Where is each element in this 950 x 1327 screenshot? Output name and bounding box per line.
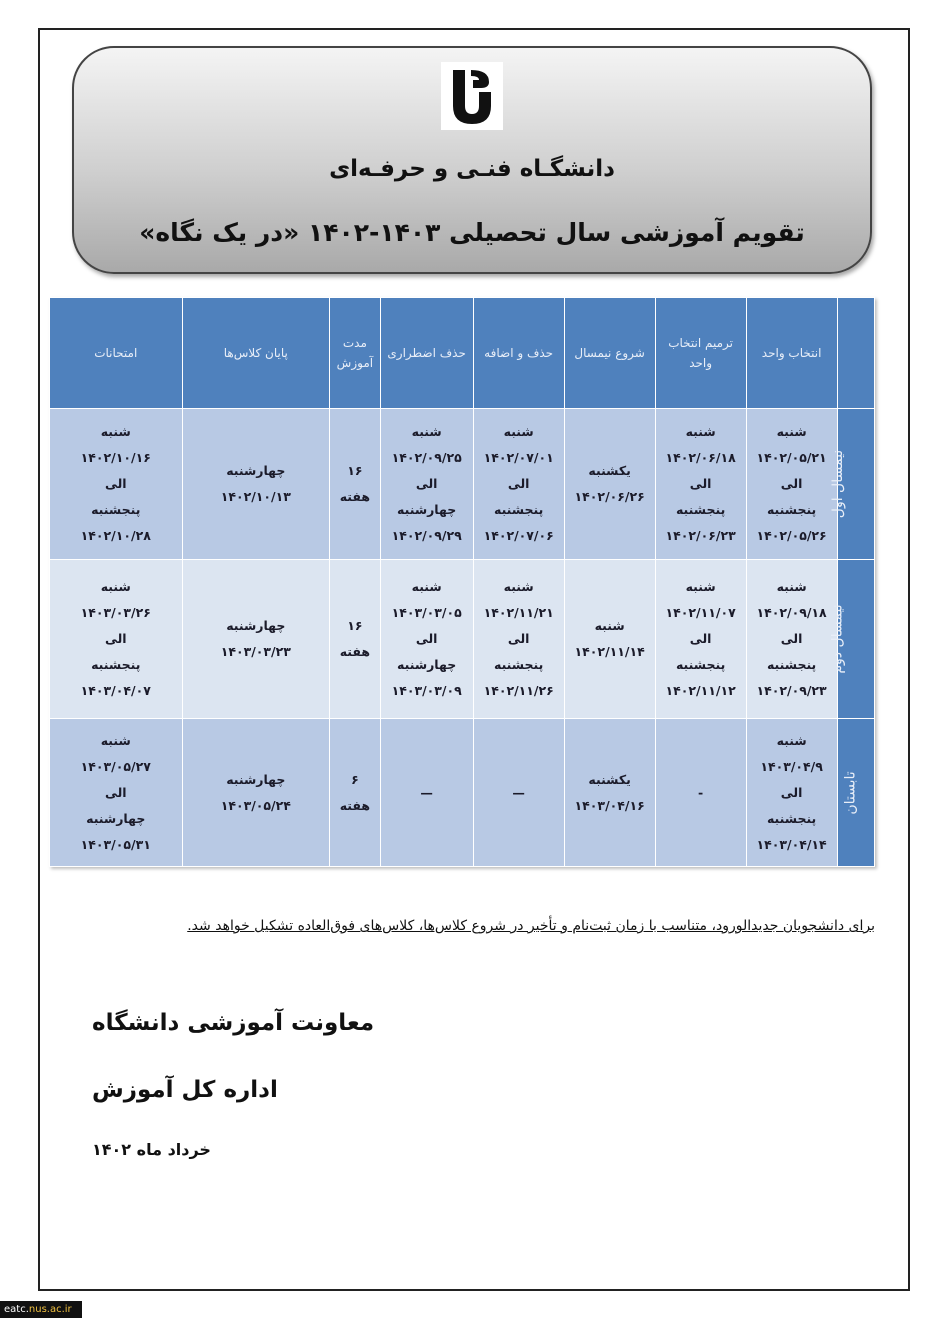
semester-label bbox=[837, 719, 874, 867]
cell-line: ۱۴۰۲/۰۹/۲۳ bbox=[756, 683, 827, 698]
cell-line: الی bbox=[689, 631, 712, 646]
table-cell bbox=[473, 560, 564, 719]
table-cell bbox=[655, 409, 746, 560]
column-header: شروع نیمسال bbox=[564, 298, 655, 409]
cell-line: هفته bbox=[339, 797, 371, 813]
calendar-title: تقویم آموزشی سال تحصیلی ۱۴۰۳-۱۴۰۲ «در یک نگاه» bbox=[139, 218, 805, 247]
cell-line: ۱۴۰۳/۰۴/۹ bbox=[760, 758, 823, 774]
cell-line: شنبه bbox=[685, 579, 716, 594]
cell-line: پنجشنبه bbox=[91, 657, 141, 672]
cell-line: — bbox=[420, 784, 433, 800]
semester-label bbox=[829, 409, 874, 560]
table-cell bbox=[473, 409, 564, 560]
table-header-row bbox=[50, 298, 875, 409]
cell-line: پنجشنبه bbox=[766, 657, 817, 672]
cell-line: چهارشنبه bbox=[397, 657, 457, 672]
table-cell bbox=[330, 719, 381, 867]
table-cell bbox=[50, 409, 183, 560]
cell-line: ۱۴۰۳/۰۵/۲۴ bbox=[220, 797, 291, 813]
cell-line: ۱۴۰۲/۱۱/۲۶ bbox=[483, 683, 554, 698]
cell-line: ۱۴۰۲/۱۱/۰۷ bbox=[665, 605, 736, 620]
table-cell bbox=[50, 560, 183, 719]
table-cell bbox=[330, 409, 381, 560]
column-header: انتخاب واحد bbox=[746, 298, 837, 409]
table-cell bbox=[182, 719, 330, 867]
table-cell bbox=[564, 719, 655, 867]
cell-line: شنبه bbox=[100, 579, 131, 594]
university-logo bbox=[441, 62, 503, 130]
cell-line: ۱۴۰۳/۰۴/۰۷ bbox=[80, 683, 151, 698]
cell-line: الی bbox=[780, 476, 803, 491]
cell-line: — bbox=[512, 784, 525, 800]
table-cell bbox=[746, 719, 837, 867]
semester-label bbox=[829, 560, 874, 719]
cell-line: ۱۴۰۳/۰۳/۲۳ bbox=[220, 644, 291, 659]
cell-line: ۱۴۰۲/۱۰/۲۸ bbox=[80, 528, 151, 543]
cell-line: شنبه bbox=[100, 732, 131, 748]
cell-line: پنجشنبه bbox=[493, 502, 544, 517]
cell-line: یکشنبه bbox=[588, 771, 631, 787]
cell-line: الی bbox=[507, 476, 530, 491]
table-cell bbox=[655, 719, 746, 867]
signature-date: خرداد ماه ۱۴۰۲ bbox=[92, 1140, 211, 1159]
cell-line: ۱۴۰۲/۰۷/۰۶ bbox=[483, 528, 554, 543]
cell-line: پنجشنبه bbox=[675, 657, 726, 672]
cell-line: شنبه bbox=[503, 424, 534, 439]
table-cell bbox=[330, 560, 381, 719]
cell-line: شنبه bbox=[594, 618, 625, 633]
table-cell bbox=[380, 719, 473, 867]
cell-line: ۱۴۰۲/۰۵/۲۱ bbox=[756, 450, 827, 465]
cell-line: پنجشنبه bbox=[91, 502, 141, 517]
table-cell bbox=[564, 409, 655, 560]
cell-line: شنبه bbox=[776, 579, 807, 594]
new-students-note: برای دانشجویان جدیدالورود، متناسب با زمان ثبت‌نام و تأخیر در شروع کلاس‌ها، کلاس‌های فوق‌العاده تشکیل خواهد شد. bbox=[187, 918, 875, 934]
signature-office: اداره کل آموزش bbox=[92, 1077, 278, 1103]
cell-line: ۱۴۰۳/۰۴/۱۶ bbox=[574, 797, 645, 813]
cell-line: ۱۴۰۲/۱۰/۱۳ bbox=[220, 489, 291, 504]
cell-line: شنبه bbox=[100, 424, 131, 439]
column-header: امتحانات bbox=[50, 298, 183, 409]
cell-line: شنبه bbox=[503, 579, 534, 594]
cell-line: الی bbox=[104, 784, 127, 800]
cell-line: یکشنبه bbox=[588, 463, 631, 478]
cell-line: پنجشنبه bbox=[493, 657, 544, 672]
cell-line: هفته bbox=[339, 644, 371, 659]
site-watermark bbox=[0, 1301, 82, 1318]
cell-line: الی bbox=[104, 476, 127, 491]
table-cell bbox=[564, 560, 655, 719]
table-cell bbox=[50, 719, 183, 867]
cell-line: ۱۴۰۳/۰۳/۲۶ bbox=[80, 605, 151, 620]
column-header: حذف اضطراری bbox=[380, 298, 473, 409]
cell-line: ۱۴۰۲/۰۹/۲۹ bbox=[391, 528, 462, 543]
watermark-domain: nus.ac.ir bbox=[28, 1304, 72, 1315]
cell-line: ۱۶ bbox=[347, 463, 363, 478]
cell-line: ۱۴۰۲/۰۷/۰۱ bbox=[483, 450, 554, 465]
cell-line: ۱۴۰۲/۰۹/۲۵ bbox=[391, 450, 462, 465]
header-corner bbox=[837, 298, 874, 409]
cell-line: ۱۴۰۲/۰۶/۲۶ bbox=[574, 489, 645, 504]
cell-line: پنجشنبه bbox=[675, 502, 726, 517]
table-cell bbox=[380, 409, 473, 560]
cell-line: الی bbox=[780, 784, 803, 800]
cell-line: چهارشنبه bbox=[86, 810, 146, 826]
cell-line: ۱۴۰۲/۱۱/۱۴ bbox=[574, 644, 645, 659]
cell-line: چهارشنبه bbox=[397, 502, 457, 517]
cell-line: ۱۴۰۲/۱۱/۲۱ bbox=[483, 605, 554, 620]
cell-line: ۱۴۰۳/۰۳/۰۵ bbox=[391, 605, 462, 620]
cell-line: ۱۴۰۳/۰۴/۱۴ bbox=[756, 836, 827, 852]
column-header: ترمیم انتخاب واحد bbox=[655, 298, 746, 409]
cell-line: الی bbox=[780, 631, 803, 646]
cell-line: ۱۴۰۳/۰۵/۲۷ bbox=[80, 758, 151, 774]
column-header: حذف و اضافه bbox=[473, 298, 564, 409]
table-row bbox=[50, 409, 875, 560]
table-cell bbox=[655, 560, 746, 719]
column-header: پایان کلاس‌ها bbox=[182, 298, 330, 409]
cell-line: ۱۴۰۲/۰۵/۲۶ bbox=[756, 528, 827, 543]
table-row bbox=[50, 560, 875, 719]
cell-line: شنبه bbox=[685, 424, 716, 439]
cell-line: ۱۴۰۳/۰۵/۳۱ bbox=[80, 836, 151, 852]
cell-line: شنبه bbox=[776, 732, 807, 748]
cell-line: شنبه bbox=[411, 579, 442, 594]
cell-line: ۱۶ bbox=[347, 618, 363, 633]
semester-label-text: نیمسال دوم bbox=[829, 604, 846, 674]
table-cell bbox=[380, 560, 473, 719]
signature-deputy: معاونت آموزشی دانشگاه bbox=[92, 1010, 375, 1036]
table-cell bbox=[182, 560, 330, 719]
cell-line: چهارشنبه bbox=[226, 463, 286, 478]
cell-line: الی bbox=[415, 476, 438, 491]
cell-line: الی bbox=[104, 631, 127, 646]
cell-line: پنجشنبه bbox=[766, 810, 817, 826]
cell-line: ۱۴۰۲/۰۹/۱۸ bbox=[756, 605, 827, 620]
cell-line: چهارشنبه bbox=[226, 771, 286, 787]
table-row bbox=[50, 719, 875, 867]
academic-calendar-table bbox=[49, 297, 875, 867]
table-cell bbox=[182, 409, 330, 560]
cell-line: ۱۴۰۲/۰۶/۲۳ bbox=[665, 528, 736, 543]
cell-line: شنبه bbox=[776, 424, 807, 439]
cell-line: هفته bbox=[339, 489, 371, 504]
cell-line: الی bbox=[415, 631, 438, 646]
cell-line: الی bbox=[689, 476, 712, 491]
cell-line: ۱۴۰۲/۱۰/۱۶ bbox=[80, 450, 151, 465]
cell-line: الی bbox=[507, 631, 530, 646]
cell-line: ۱۴۰۳/۰۳/۰۹ bbox=[391, 683, 462, 698]
university-name: دانشگـاه فنـی و حرفـه‌ای bbox=[329, 156, 615, 182]
watermark-prefix: eatc. bbox=[4, 1304, 29, 1315]
cell-line: پنجشنبه bbox=[766, 502, 817, 517]
column-header: مدت آموزش bbox=[330, 298, 381, 409]
cell-line: - bbox=[698, 784, 704, 800]
cell-line: شنبه bbox=[411, 424, 442, 439]
semester-label-text: تابستان bbox=[842, 770, 859, 815]
cell-line: ۱۴۰۲/۰۶/۱۸ bbox=[665, 450, 736, 465]
cell-line: ۶ bbox=[351, 771, 359, 787]
semester-label-text: نیمسال اول bbox=[829, 449, 846, 519]
cell-line: ۱۴۰۲/۱۱/۱۲ bbox=[665, 683, 736, 698]
cell-line: چهارشنبه bbox=[226, 618, 286, 633]
table-cell bbox=[473, 719, 564, 867]
